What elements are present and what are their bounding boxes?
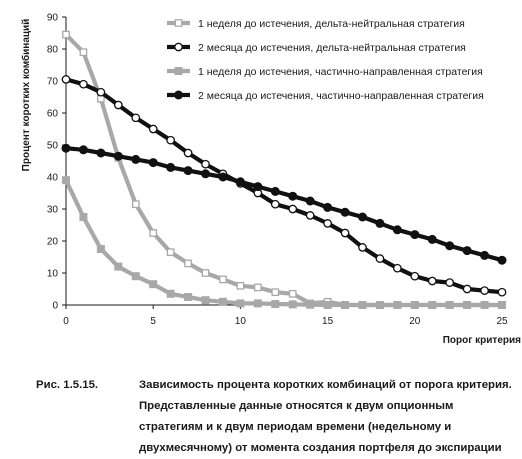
data-point bbox=[184, 167, 192, 175]
data-point bbox=[307, 301, 314, 308]
data-point bbox=[202, 270, 208, 276]
data-point bbox=[463, 285, 470, 292]
legend-entry-3 bbox=[167, 66, 483, 78]
data-point bbox=[376, 255, 383, 262]
data-point bbox=[184, 149, 191, 156]
data-point bbox=[290, 291, 296, 297]
data-point bbox=[185, 260, 191, 266]
figure-caption-text: Зависимость процента коротких комбинаций от порога критерия. Представленные данные относятся к двум опционным стратегиям и к двум периодам времени (недельному и двухмесячному) от момента создания портфеля до экспирации bbox=[139, 379, 512, 454]
data-point bbox=[272, 289, 278, 295]
data-point bbox=[499, 302, 506, 309]
legend-label: 2 месяца до истечения, частично-направленная стратегия bbox=[198, 90, 484, 102]
data-point bbox=[115, 263, 122, 270]
data-point bbox=[133, 201, 139, 207]
data-point bbox=[306, 212, 313, 219]
data-point bbox=[255, 284, 261, 290]
data-point bbox=[219, 173, 227, 181]
data-point bbox=[115, 101, 122, 108]
data-point bbox=[429, 277, 436, 284]
data-point bbox=[393, 226, 401, 234]
x-tick-label: 0 bbox=[63, 316, 69, 327]
data-point bbox=[464, 302, 471, 309]
data-point bbox=[63, 31, 69, 37]
y-tick-label: 50 bbox=[46, 140, 58, 152]
data-point bbox=[236, 178, 244, 186]
legend-marker bbox=[175, 91, 183, 99]
data-point bbox=[220, 276, 226, 282]
data-point bbox=[132, 155, 140, 163]
series-4 bbox=[62, 144, 506, 264]
data-point bbox=[324, 203, 332, 211]
data-point bbox=[428, 235, 436, 243]
data-point bbox=[62, 76, 69, 83]
data-point bbox=[358, 213, 366, 221]
figure-number: Рис. 1.5.15. bbox=[36, 379, 99, 391]
data-point bbox=[289, 205, 296, 212]
data-point bbox=[359, 302, 366, 309]
y-tick-label: 20 bbox=[46, 236, 58, 248]
data-point bbox=[202, 297, 209, 304]
data-point bbox=[167, 290, 174, 297]
data-point bbox=[150, 281, 157, 288]
data-point bbox=[272, 201, 279, 208]
x-tick-label: 5 bbox=[150, 316, 156, 327]
y-tick-label: 80 bbox=[46, 44, 58, 56]
data-point bbox=[324, 302, 331, 309]
data-point bbox=[97, 246, 104, 253]
data-point bbox=[219, 298, 226, 305]
chart-legend bbox=[167, 18, 484, 102]
data-point bbox=[202, 170, 210, 178]
data-point bbox=[150, 125, 157, 132]
data-point bbox=[202, 161, 209, 168]
data-point bbox=[324, 220, 331, 227]
series-line bbox=[66, 79, 502, 292]
y-tick-label: 0 bbox=[52, 300, 58, 312]
x-tick-label: 20 bbox=[409, 316, 421, 327]
x-tick-label: 15 bbox=[322, 316, 334, 327]
data-point bbox=[394, 265, 401, 272]
data-point bbox=[481, 287, 488, 294]
data-point bbox=[132, 273, 139, 280]
data-point bbox=[394, 302, 401, 309]
legend-entry-1 bbox=[167, 18, 465, 30]
data-point bbox=[237, 283, 243, 289]
y-tick-label: 10 bbox=[46, 268, 58, 280]
data-point bbox=[254, 300, 261, 307]
data-point bbox=[481, 302, 488, 309]
y-axis-label: Процент коротких комбинаций bbox=[21, 18, 32, 172]
legend-marker bbox=[175, 20, 181, 26]
data-point bbox=[80, 214, 87, 221]
x-tick-label: 10 bbox=[234, 316, 246, 327]
data-point bbox=[79, 146, 87, 154]
y-tick-label: 30 bbox=[46, 204, 58, 216]
legend-label: 1 неделя до истечения, дельта-нейтральная стратегия bbox=[198, 18, 465, 30]
data-point bbox=[167, 163, 175, 171]
series-line bbox=[66, 148, 502, 260]
data-point bbox=[411, 273, 418, 280]
data-point bbox=[463, 247, 471, 255]
x-axis-label: Порог критерия bbox=[442, 335, 521, 346]
legend-label: 2 месяца до истечения, дельта-нейтральная стратегия bbox=[198, 42, 466, 54]
data-point bbox=[114, 152, 122, 160]
data-point bbox=[411, 231, 419, 239]
data-point bbox=[63, 177, 70, 184]
data-point bbox=[289, 301, 296, 308]
x-tick-label: 25 bbox=[496, 316, 508, 327]
legend-entry-4 bbox=[167, 90, 484, 102]
data-point bbox=[341, 208, 349, 216]
data-point bbox=[289, 192, 297, 200]
data-point bbox=[271, 187, 279, 195]
data-point bbox=[97, 89, 104, 96]
data-point bbox=[376, 302, 383, 309]
legend-marker bbox=[175, 68, 182, 75]
legend-label: 1 неделя до истечения, частично-направленная стратегия bbox=[198, 66, 483, 78]
y-tick-label: 70 bbox=[46, 76, 58, 88]
data-point bbox=[446, 302, 453, 309]
y-tick-label: 90 bbox=[46, 12, 58, 24]
data-point bbox=[341, 229, 348, 236]
data-point bbox=[185, 294, 192, 301]
data-point bbox=[237, 300, 244, 307]
data-point bbox=[446, 279, 453, 286]
data-point bbox=[359, 244, 366, 251]
data-point bbox=[498, 289, 505, 296]
data-point bbox=[446, 242, 454, 250]
data-point bbox=[342, 302, 349, 309]
data-point bbox=[62, 144, 70, 152]
data-point bbox=[80, 81, 87, 88]
legend-entry-2 bbox=[167, 42, 466, 54]
data-point bbox=[149, 159, 157, 167]
data-point bbox=[376, 219, 384, 227]
legend-marker bbox=[175, 43, 182, 50]
data-point bbox=[167, 249, 173, 255]
data-point bbox=[481, 251, 489, 259]
y-tick-label: 40 bbox=[46, 172, 58, 184]
data-point bbox=[150, 230, 156, 236]
data-point bbox=[80, 49, 86, 55]
data-point bbox=[411, 302, 418, 309]
data-point bbox=[97, 149, 105, 157]
y-tick-label: 60 bbox=[46, 108, 58, 120]
data-point bbox=[254, 183, 262, 191]
data-point bbox=[498, 256, 506, 264]
data-point bbox=[272, 301, 279, 308]
data-point bbox=[167, 137, 174, 144]
data-point bbox=[132, 114, 139, 121]
data-point bbox=[429, 302, 436, 309]
data-point bbox=[306, 197, 314, 205]
